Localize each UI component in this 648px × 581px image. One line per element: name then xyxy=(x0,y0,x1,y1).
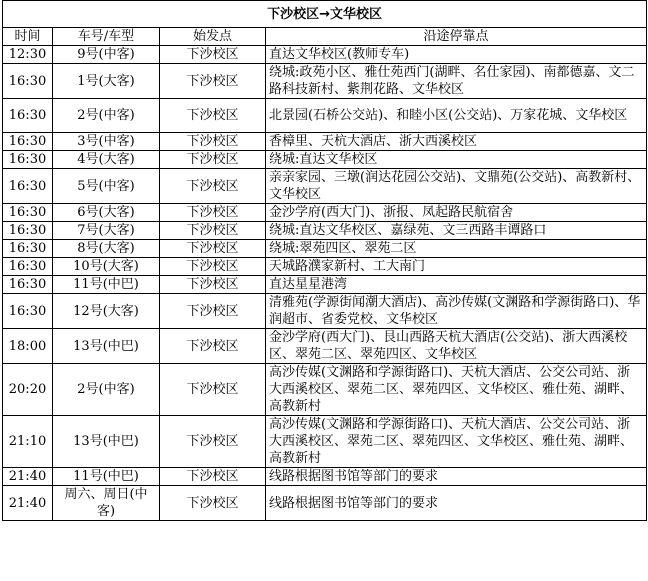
vehicle-cell: 6号(大客) xyxy=(53,204,160,222)
table-row xyxy=(3,64,647,99)
table-title: 下沙校区→文华校区 xyxy=(3,1,647,28)
time-cell: 16:30 xyxy=(3,151,53,169)
time-cell: 16:30 xyxy=(3,204,53,222)
route-cell: 直达文华校区(教师专车) xyxy=(266,46,647,64)
table-row xyxy=(3,46,647,64)
table-row xyxy=(3,416,647,468)
time-cell: 16:30 xyxy=(3,64,53,99)
origin-cell: 下沙校区 xyxy=(160,468,266,486)
origin-cell: 下沙校区 xyxy=(160,258,266,276)
route-cell: 线路根据图书馆等部门的要求 xyxy=(266,486,647,521)
route-cell: 金沙学府(西大门)、艮山西路天杭大酒店(公交站)、浙大西溪校区、翠苑二区、翠苑四区、文华校区 xyxy=(266,329,647,364)
table-row xyxy=(3,468,647,486)
route-cell: 亲亲家园、三墩(润达花园公交站)、文鼎苑(公交站)、高教新村、文华校区 xyxy=(266,169,647,204)
vehicle-cell: 2号(中客) xyxy=(53,364,160,416)
route-cell: 北景园(石桥公交站)、和睦小区(公交站)、万家花城、文华校区 xyxy=(266,99,647,133)
vehicle-cell: 13号(中巴) xyxy=(53,416,160,468)
origin-cell: 下沙校区 xyxy=(160,329,266,364)
origin-cell: 下沙校区 xyxy=(160,222,266,240)
vehicle-cell: 7号(大客) xyxy=(53,222,160,240)
route-cell: 清雅苑(学源街闻潮大酒店)、高沙传媒(文渊路和学源街路口)、华润超市、省委党校、文华校区 xyxy=(266,294,647,329)
table-row xyxy=(3,258,647,276)
origin-cell: 下沙校区 xyxy=(160,240,266,258)
time-cell: 20:20 xyxy=(3,364,53,416)
vehicle-cell: 8号(大客) xyxy=(53,240,160,258)
header-vehicle: 车号/车型 xyxy=(53,28,160,46)
table-row xyxy=(3,364,647,416)
origin-cell: 下沙校区 xyxy=(160,364,266,416)
origin-cell: 下沙校区 xyxy=(160,64,266,99)
origin-cell: 下沙校区 xyxy=(160,169,266,204)
time-cell: 16:30 xyxy=(3,133,53,151)
route-cell: 线路根据图书馆等部门的要求 xyxy=(266,468,647,486)
table-row xyxy=(3,133,647,151)
time-cell: 21:40 xyxy=(3,486,53,521)
origin-cell: 下沙校区 xyxy=(160,416,266,468)
time-cell: 21:40 xyxy=(3,468,53,486)
time-cell: 16:30 xyxy=(3,99,53,133)
vehicle-cell: 周六、周日(中客) xyxy=(53,486,160,521)
table-row xyxy=(3,204,647,222)
table-row xyxy=(3,240,647,258)
time-cell: 18:00 xyxy=(3,329,53,364)
header-time: 时间 xyxy=(3,28,53,46)
origin-cell: 下沙校区 xyxy=(160,133,266,151)
table-row xyxy=(3,276,647,294)
origin-cell: 下沙校区 xyxy=(160,99,266,133)
vehicle-cell: 13号(中巴) xyxy=(53,329,160,364)
vehicle-cell: 9号(中客) xyxy=(53,46,160,64)
table-row xyxy=(3,222,647,240)
bus-schedule-table xyxy=(2,0,647,521)
route-cell: 绕城:翠苑四区、翠苑二区 xyxy=(266,240,647,258)
origin-cell: 下沙校区 xyxy=(160,276,266,294)
vehicle-cell: 3号(中客) xyxy=(53,133,160,151)
vehicle-cell: 10号(大客) xyxy=(53,258,160,276)
vehicle-cell: 11号(中巴) xyxy=(53,468,160,486)
route-cell: 天城路濮家新村、工大南门 xyxy=(266,258,647,276)
header-origin: 始发点 xyxy=(160,28,266,46)
route-cell: 绕城:直达文华校区 xyxy=(266,151,647,169)
route-cell: 高沙传媒(文渊路和学源街路口)、天杭大酒店、公交公司站、浙大西溪校区、翠苑二区、翠苑四区、文华校区、雅仕苑、湖畔、高教新村 xyxy=(266,416,647,468)
table-row xyxy=(3,294,647,329)
origin-cell: 下沙校区 xyxy=(160,204,266,222)
origin-cell: 下沙校区 xyxy=(160,46,266,64)
time-cell: 16:30 xyxy=(3,240,53,258)
vehicle-cell: 5号(中客) xyxy=(53,169,160,204)
vehicle-cell: 1号(大客) xyxy=(53,64,160,99)
header-row xyxy=(3,28,647,46)
table-row xyxy=(3,151,647,169)
origin-cell: 下沙校区 xyxy=(160,486,266,521)
vehicle-cell: 2号(中客) xyxy=(53,99,160,133)
route-cell: 直达星星港湾 xyxy=(266,276,647,294)
time-cell: 21:10 xyxy=(3,416,53,468)
vehicle-cell: 12号(大客) xyxy=(53,294,160,329)
route-cell: 高沙传媒(文渊路和学源街路口)、天杭大酒店、公交公司站、浙大西溪校区、翠苑二区、翠苑四区、文华校区、雅仕苑、湖畔、高教新村 xyxy=(266,364,647,416)
time-cell: 16:30 xyxy=(3,169,53,204)
table-row xyxy=(3,99,647,133)
table-row xyxy=(3,329,647,364)
vehicle-cell: 4号(大客) xyxy=(53,151,160,169)
route-cell: 绕城:政苑小区、雅仕苑西门(湖畔、名仕家园)、南都德嘉、文二路科技新村、紫荆花路、文华校区 xyxy=(266,64,647,99)
origin-cell: 下沙校区 xyxy=(160,151,266,169)
route-cell: 香樟里、天杭大酒店、浙大西溪校区 xyxy=(266,133,647,151)
time-cell: 16:30 xyxy=(3,276,53,294)
time-cell: 12:30 xyxy=(3,46,53,64)
table-row xyxy=(3,169,647,204)
header-route: 沿途停靠点 xyxy=(266,28,647,46)
table-row xyxy=(3,486,647,521)
time-cell: 16:30 xyxy=(3,222,53,240)
route-cell: 金沙学府(西大门)、浙报、凤起路民航宿舍 xyxy=(266,204,647,222)
time-cell: 16:30 xyxy=(3,294,53,329)
vehicle-cell: 11号(中巴) xyxy=(53,276,160,294)
time-cell: 16:30 xyxy=(3,258,53,276)
route-cell: 绕城:直达文华校区、嘉绿苑、文三西路丰谭路口 xyxy=(266,222,647,240)
origin-cell: 下沙校区 xyxy=(160,294,266,329)
